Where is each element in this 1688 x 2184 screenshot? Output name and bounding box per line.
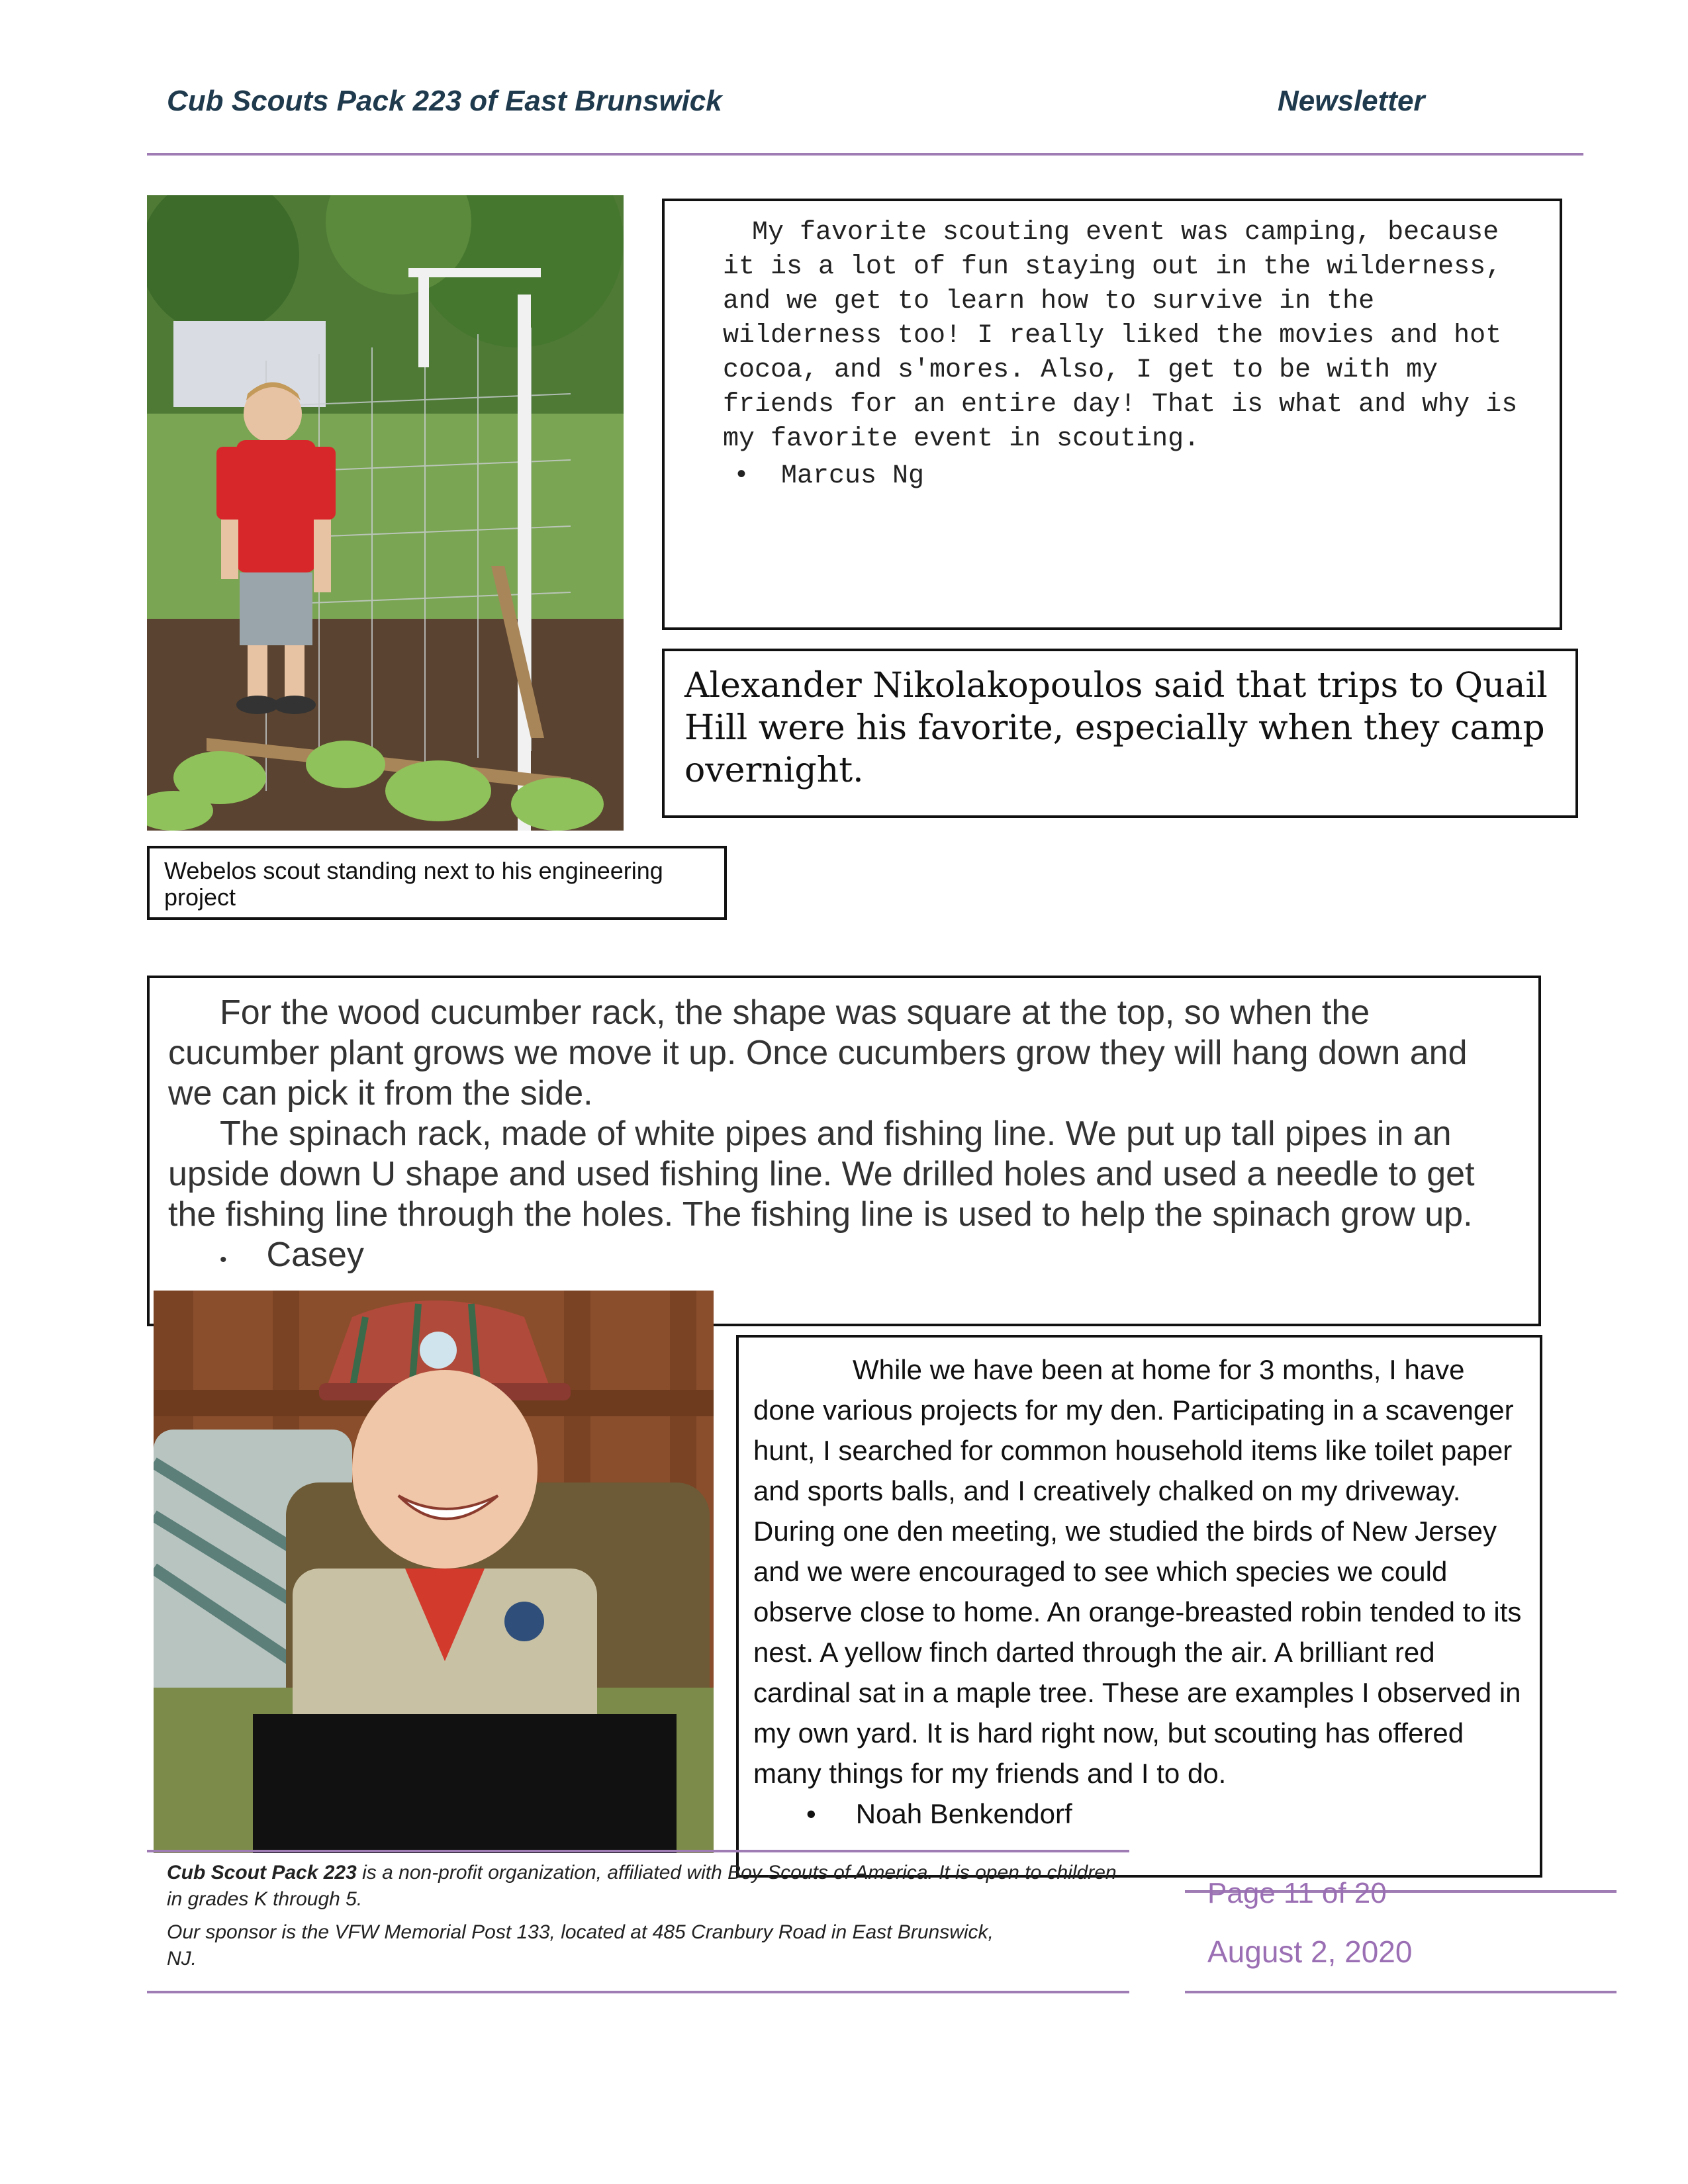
footer-top-rule-left xyxy=(147,1850,1129,1852)
newsletter-title: Cub Scouts Pack 223 of East Brunswick xyxy=(167,85,722,117)
page-number: Page 11 of 20 xyxy=(1207,1877,1387,1909)
photo-caption-box xyxy=(147,846,727,920)
noah-quote-text: While we have been at home for 3 months, I have done various projects for my den. Participating in a scavenger hunt, I searched for common household items like toilet paper and sports balls, and I creatively chalked on my driveway. During one den meeting, we studied the birds of New Jersey and we were encouraged to see which species we could observe close to home. An orange-breasted robin tended to its nest. A yellow finch darted through the air. A brilliant red cardinal sat in a maple tree. These are examples I observed in my own yard. It is hard right now, but scouting has offered many things for my friends and I to do. xyxy=(753,1354,1522,1789)
footer-org-text: is a non-profit organization, affiliated with Boy Scouts of America. It is open to children in grades K through 5. xyxy=(167,1862,1117,1910)
noah-author-item xyxy=(753,1794,1525,1834)
footer-bottom-rule-right xyxy=(1185,1991,1617,1993)
footer-org-statement xyxy=(167,1860,1120,1913)
marcus-quote-box xyxy=(662,199,1562,630)
bullet-icon: • xyxy=(806,1798,816,1829)
bullet-icon: • xyxy=(220,1249,227,1271)
marcus-quote-text: My favorite scouting event was camping, because it is a lot of fun staying out in the wilderness, and we get to learn how to survive in the wilderness too! I really liked the movies and hot cocoa, and s'mores. Also, I get to be with my friends for an entire day! That is what and why is my favorite event in scouting. xyxy=(723,218,1518,454)
footer-org-name: Cub Scout Pack 223 xyxy=(167,1862,357,1884)
issue-date: August 2, 2020 xyxy=(1207,1934,1413,1969)
photo-caption: Webelos scout standing next to his engineering project xyxy=(164,857,663,911)
casey-paragraph-1: For the wood cucumber rack, the shape was square at the top, so when the cucumber plant grows we move it up. Once cucumbers grow they will hang down and we can pick it from the side. xyxy=(168,993,1468,1113)
alexander-quote-text: Alexander Nikolakopoulos said that trips to Quail Hill were his favorite, especially when they camp overnight. xyxy=(684,666,1548,790)
noah-quote-box xyxy=(736,1335,1542,1878)
footer-bottom-rule-left xyxy=(147,1991,1129,1993)
newsletter-label: Newsletter xyxy=(1278,85,1425,117)
casey-paragraph-2: The spinach rack, made of white pipes and fishing line. We put up tall pipes in an upside down U shape and used fishing line. We drilled holes and used a needle to get the fishing line through the holes. The fishing line is used to help the spinach grow up. xyxy=(168,1115,1475,1234)
footer-sponsor: Our sponsor is the VFW Memorial Post 133, located at 485 Cranbury Road in East Brunswick, NJ. xyxy=(167,1921,994,1970)
bullet-icon: • xyxy=(733,461,782,491)
header-rule xyxy=(147,153,1583,156)
marcus-author-item xyxy=(723,459,1526,494)
marcus-author: Marcus Ng xyxy=(781,461,925,491)
casey-quote-box xyxy=(147,976,1541,1326)
alexander-quote-box xyxy=(662,649,1578,818)
garden-photo-illustration xyxy=(147,195,624,831)
garden-photo xyxy=(147,195,624,831)
noah-author: Noah Benkendorf xyxy=(855,1798,1072,1829)
casey-author-item xyxy=(168,1235,1520,1280)
casey-author: Casey xyxy=(266,1236,364,1274)
scout-laptop-photo-illustration xyxy=(154,1291,714,1853)
scout-laptop-photo xyxy=(154,1291,714,1853)
